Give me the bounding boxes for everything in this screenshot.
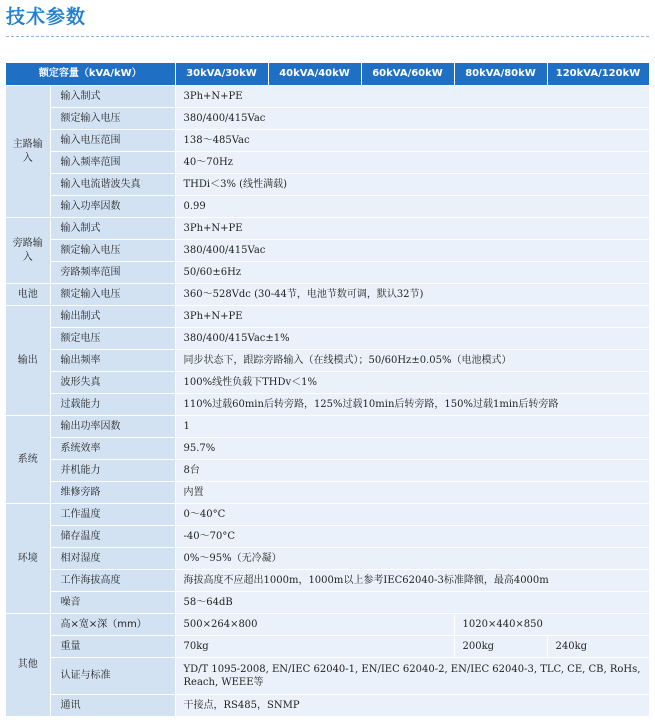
table-row [6,394,649,416]
param-label: 过载能力 [50,394,175,416]
table-row [6,695,649,717]
param-value: 360～528Vdc (30-44节，电池节数可调，默认32节) [175,284,649,306]
param-value: 100%线性负载下THDv＜1% [175,372,649,394]
param-label: 输入功率因数 [50,196,175,218]
category-label: 系统 [6,416,50,504]
model-header: 40kVA/40kW [268,63,361,86]
param-label: 波形失真 [50,372,175,394]
table-row [6,592,649,614]
param-label: 旁路频率范围 [50,262,175,284]
capacity-header: 额定容量（kVA/kW） [6,63,175,86]
category-label: 其他 [6,614,50,717]
model-header: 30kVA/30kW [175,63,268,86]
spec-table [6,63,650,717]
param-label: 输入制式 [50,86,175,108]
table-row [6,482,649,504]
category-label: 旁路输入 [6,218,50,284]
table-row [6,350,649,372]
param-label: 高×宽×深（mm） [50,614,175,636]
param-value: 380/400/415Vac±1% [175,328,649,350]
table-row [6,152,649,174]
table-row [6,218,649,240]
param-value: 95.7% [175,438,649,460]
param-label: 储存温度 [50,526,175,548]
table-row [6,196,649,218]
param-value: 干接点，RS485，SNMP [175,695,649,717]
table-header-row [6,63,649,86]
table-row [6,328,649,350]
table-row [6,306,649,328]
param-value: 138～485Vac [175,130,649,152]
param-value: 1020×440×850 [454,614,649,636]
param-value: 110%过载60min后转旁路，125%过载10min后转旁路，150%过载1min后转旁路 [175,394,649,416]
category-label: 电池 [6,284,50,306]
param-value: 40～70Hz [175,152,649,174]
param-value: 240kg [547,636,649,658]
table-row [6,416,649,438]
param-value: 3Ph+N+PE [175,218,649,240]
param-value: 380/400/415Vac [175,108,649,130]
param-label: 工作温度 [50,504,175,526]
param-label: 重量 [50,636,175,658]
model-header: 60kVA/60kW [361,63,454,86]
param-value: 70kg [175,636,454,658]
table-row [6,86,649,108]
param-label: 输入频率范围 [50,152,175,174]
param-label: 输入电压范围 [50,130,175,152]
table-row [6,372,649,394]
param-label: 相对湿度 [50,548,175,570]
param-value: 0%～95%（无冷凝） [175,548,649,570]
table-row [6,614,649,636]
table-row [6,548,649,570]
param-value: 8台 [175,460,649,482]
param-label: 输出制式 [50,306,175,328]
param-label: 噪音 [50,592,175,614]
param-value: 500×264×800 [175,614,454,636]
param-label: 额定电压 [50,328,175,350]
param-value: THDi＜3% (线性满载) [175,174,649,196]
param-value: 3Ph+N+PE [175,86,649,108]
table-row [6,636,649,658]
param-value: 50/60±6Hz [175,262,649,284]
param-label: 额定输入电压 [50,108,175,130]
table-row [6,174,649,196]
param-label: 输入电流谐波失真 [50,174,175,196]
table-row [6,240,649,262]
table-row [6,284,649,306]
param-label: 通讯 [50,695,175,717]
param-value: YD/T 1095-2008, EN/IEC 62040-1, EN/IEC 62040-2, EN/IEC 62040-3, TLC, CE, CB, RoHs, Reach, WEEE等 [175,658,649,695]
category-label: 输出 [6,306,50,416]
param-label: 工作海拔高度 [50,570,175,592]
param-label: 输出功率因数 [50,416,175,438]
table-row [6,130,649,152]
param-value: 380/400/415Vac [175,240,649,262]
table-row [6,438,649,460]
table-row [6,460,649,482]
param-value: 3Ph+N+PE [175,306,649,328]
param-label: 额定输入电压 [50,284,175,306]
param-value: -40～70°C [175,526,649,548]
page-title: 技术参数 [6,6,87,28]
table-row [6,570,649,592]
category-label: 环境 [6,504,50,614]
param-label: 系统效率 [50,438,175,460]
param-label: 额定输入电压 [50,240,175,262]
table-row [6,658,649,695]
param-label: 维修旁路 [50,482,175,504]
param-label: 并机能力 [50,460,175,482]
param-value: 200kg [454,636,547,658]
param-value: 海拔高度不应超出1000m，1000m以上参考IEC62040-3标准降额，最高4000m [175,570,649,592]
param-value: 内置 [175,482,649,504]
table-row [6,262,649,284]
param-value: 58～64dB [175,592,649,614]
param-label: 认证与标准 [50,658,175,695]
table-row [6,526,649,548]
param-value: 0.99 [175,196,649,218]
param-label: 输出频率 [50,350,175,372]
table-row [6,504,649,526]
model-header: 80kVA/80kW [454,63,547,86]
title-divider [6,36,649,37]
model-header: 120kVA/120kW [547,63,649,86]
param-value: 1 [175,416,649,438]
param-label: 输入制式 [50,218,175,240]
param-value: 0～40°C [175,504,649,526]
category-label: 主路输入 [6,86,50,218]
table-row [6,108,649,130]
param-value: 同步状态下，跟踪旁路输入（在线模式）；50/60Hz±0.05%（电池模式） [175,350,649,372]
